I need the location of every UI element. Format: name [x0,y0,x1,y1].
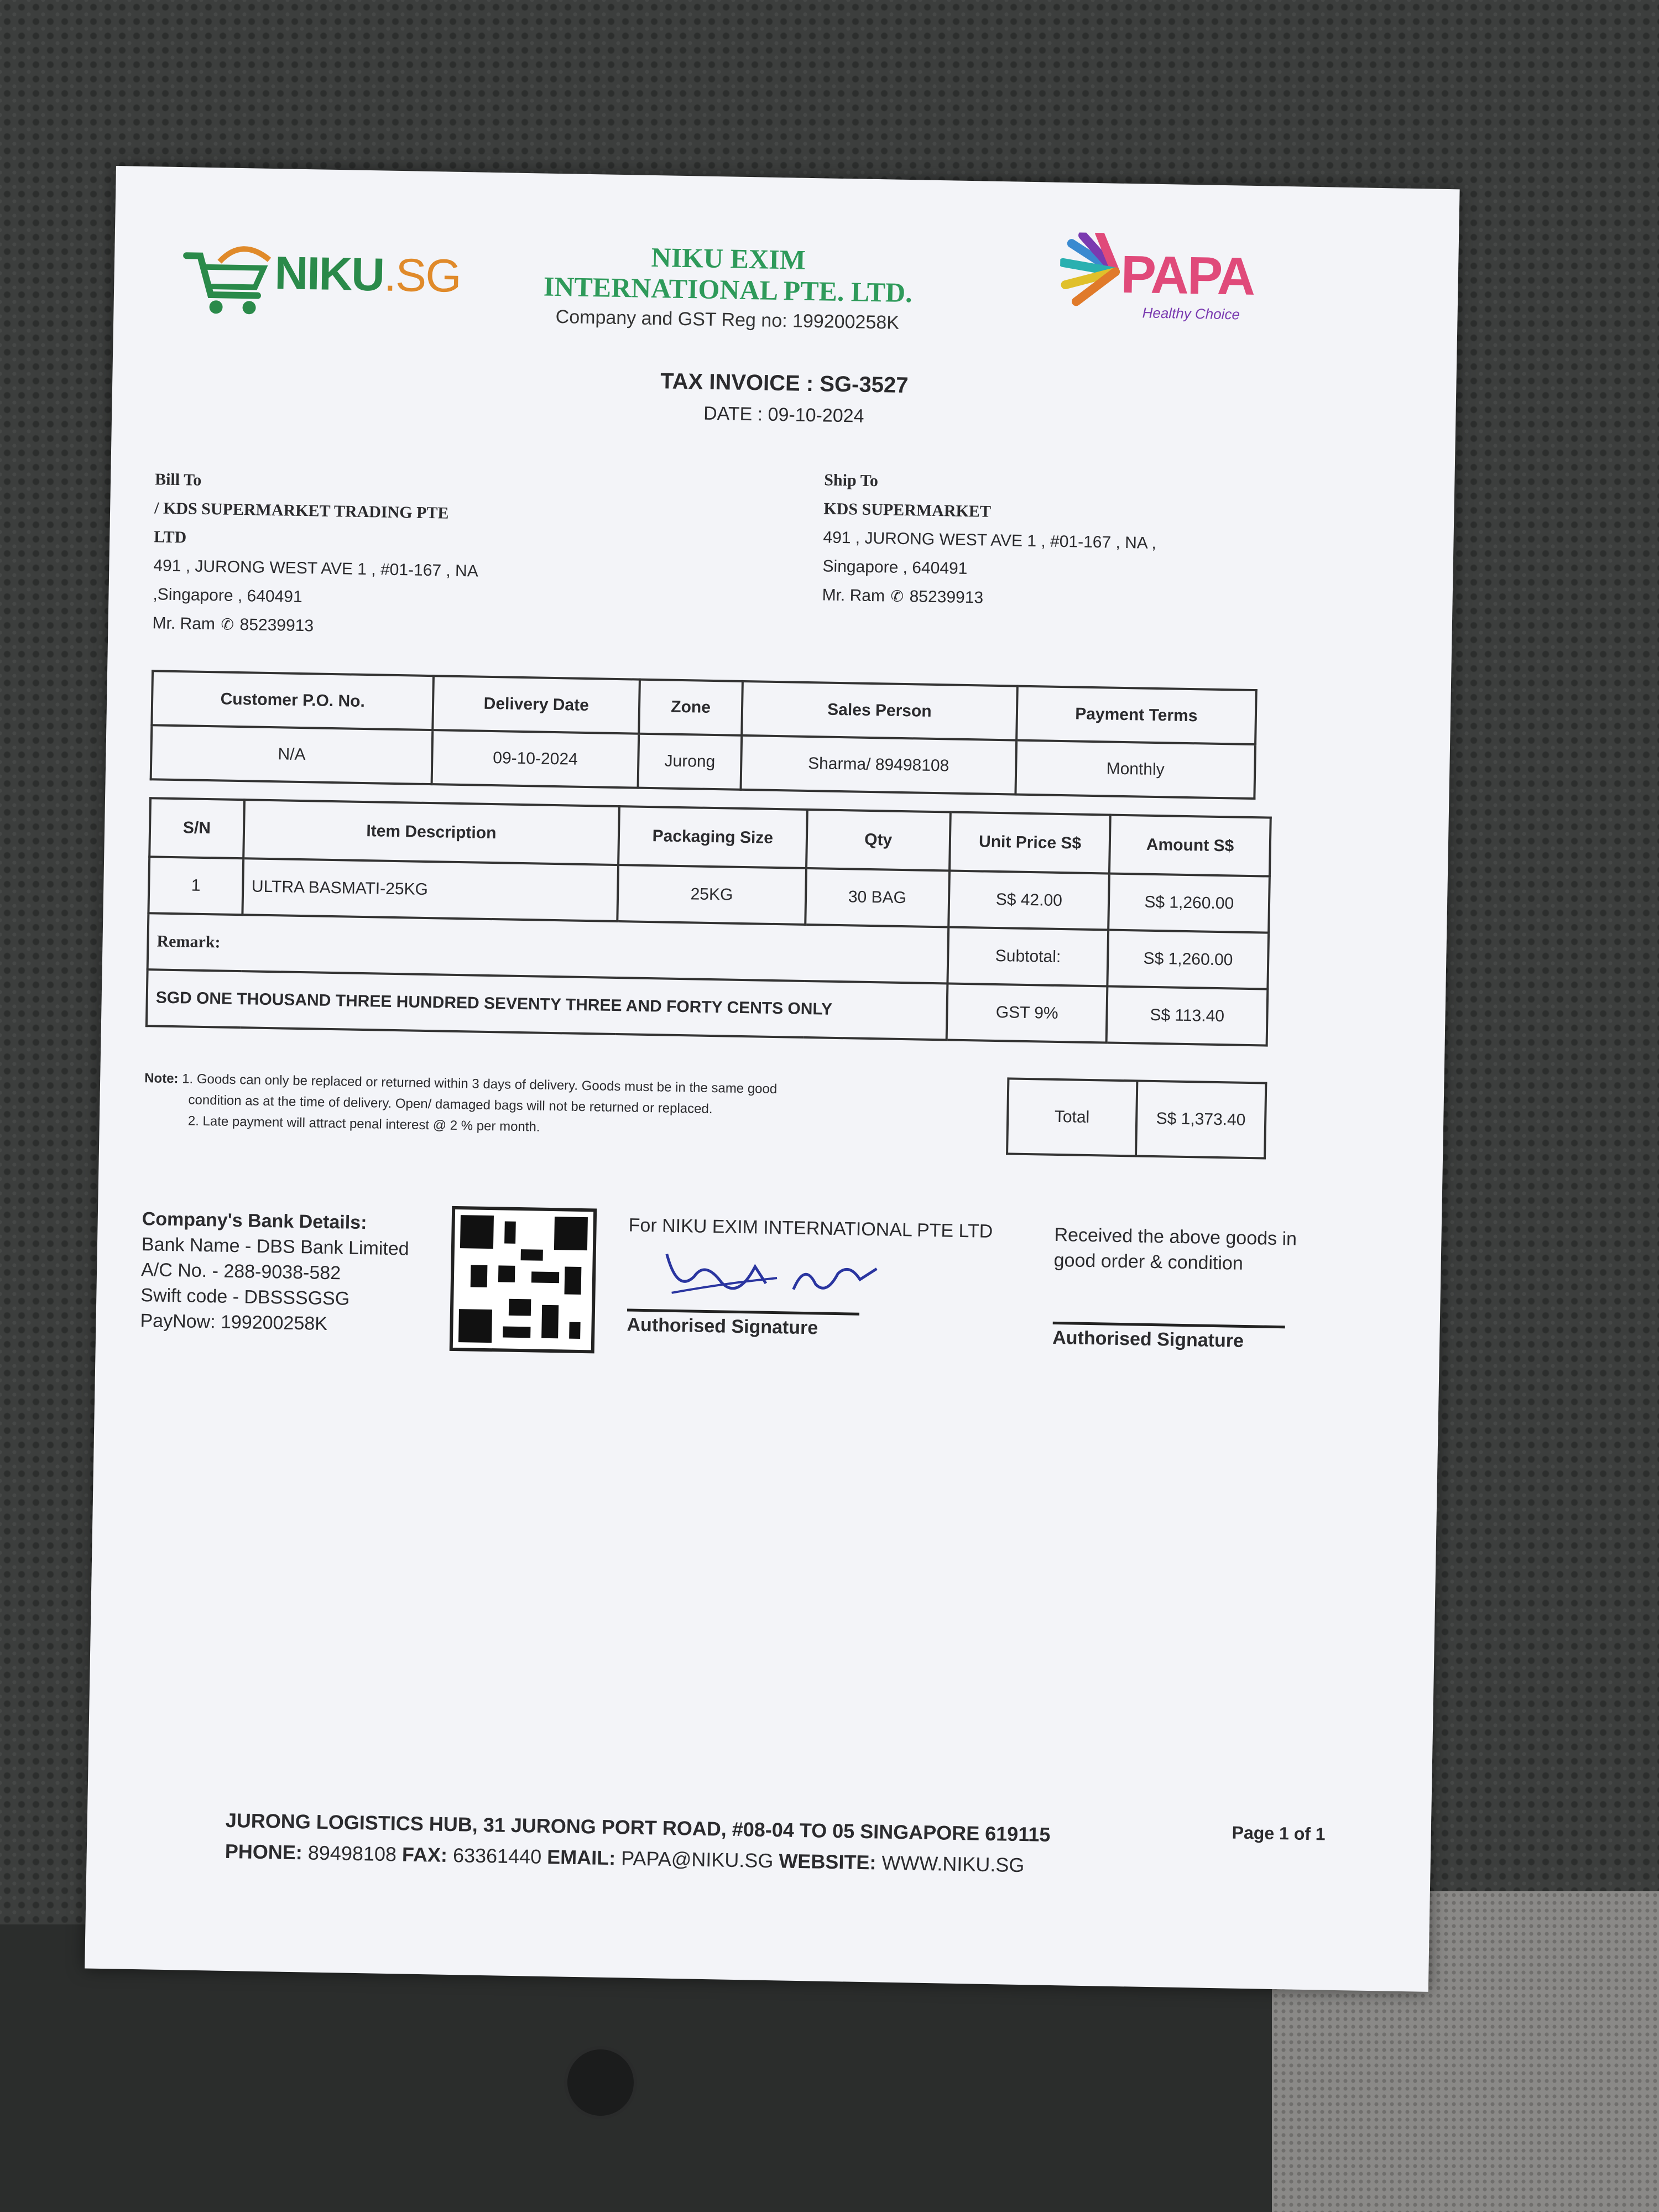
header-sales-person: Sales Person [742,681,1017,740]
bill-to-block [152,465,542,644]
for-company-label: For NIKU EXIM INTERNATIONAL PTE LTD [628,1214,993,1242]
header-delivery-date: Delivery Date [432,676,640,733]
bank-swift: Swift code - DBSSSGSG [140,1285,350,1310]
invoice-paper [85,166,1460,1992]
subtotal-label: Subtotal: [947,927,1108,986]
handwritten-signature [660,1243,894,1317]
ship-to-contact: Mr. Ram [822,586,885,606]
bank-account: A/C No. - 288-9038-582 [140,1259,341,1284]
note-text-1: 1. Goods can only be replaced or returned within 3 days of delivery. Goods must be in the same good [181,1071,778,1097]
logo-left-name: NIKU [274,247,384,301]
company-name-line2: INTERNATIONAL PTE. LTD. [543,270,913,309]
remark-label: Remark: [148,913,949,983]
notes-block [144,1068,919,1144]
bill-to-label: Bill To [154,470,202,489]
amount-in-words: SGD ONE THOUSAND THREE HUNDRED SEVENTY THREE AND FORTY CENTS ONLY [147,969,948,1040]
header-qty: Qty [806,810,951,871]
note-text-1b: condition as at the time of delivery. Open/ damaged bags will not be returned or replaced. [188,1092,713,1117]
order-info-table [150,670,1258,800]
total-row [1007,1078,1266,1158]
subtotal-value: S$ 1,260.00 [1108,930,1269,989]
paynow-qr-code [450,1206,597,1354]
bank-title: Company's Bank Details: [142,1208,367,1234]
ship-to-name: KDS SUPERMARKET [823,499,992,521]
bill-to-name-line2: LTD [154,528,187,547]
page-number: Page 1 of 1 [1232,1822,1326,1844]
bank-paynow: PayNow: 199200258K [140,1310,328,1334]
invoice-date: DATE : 09-10-2024 [703,403,864,427]
footer-fax-label: FAX: [401,1843,448,1866]
footer-email-label: EMAIL: [546,1845,616,1870]
ship-to-address-line1: 491 , JURONG WEST AVE 1 , #01-167 , NA , [823,528,1157,552]
total-table [1006,1077,1267,1159]
gst-value: S$ 113.40 [1107,987,1267,1046]
footer-website: WWW.NIKU.SG [881,1851,1025,1877]
footer-email: PAPA@NIKU.SG [620,1846,774,1872]
received-text: Received the above goods in good order & condition [1053,1224,1297,1274]
footer-phone: 89498108 [307,1841,397,1866]
value-zone: Jurong [638,734,742,790]
gst-label: GST 9% [947,983,1108,1042]
header-amount: Amount S$ [1109,815,1270,877]
bill-to-contact: Mr. Ram [152,614,216,634]
logo-right-tagline: Healthy Choice [1142,304,1240,323]
company-name [501,239,956,309]
footer [225,1805,1166,1884]
bill-to-contact-row [152,609,540,644]
footer-phone-label: PHONE: [225,1839,303,1864]
niku-logo [180,239,461,327]
authorised-signature-1: Authorised Signature [627,1314,818,1339]
logo-left-suffix: .SG [383,248,461,302]
cell-packaging-size: 25KG [617,865,806,925]
cell-unit-price: S$ 42.00 [948,870,1109,930]
header-zone: Zone [639,680,743,735]
bank-name: Bank Name - DBS Bank Limited [141,1234,409,1260]
header-payment-terms: Payment Terms [1016,686,1256,745]
phone-icon: ✆ [221,615,234,633]
header-packaging-size: Packaging Size [618,806,807,868]
cell-qty: 30 BAG [805,868,950,927]
ship-to-block [822,466,1266,617]
flower-icon [1060,232,1127,311]
value-sales-person: Sharma/ 89498108 [740,735,1016,795]
bill-to-address-line2: ,Singapore , 640491 [153,585,302,606]
papa-logo [1059,232,1271,341]
screw-head [564,2046,637,2119]
footer-website-label: WEBSITE: [779,1849,877,1874]
bill-to-address-line1: 491 , JURONG WEST AVE 1 , #01-167 , NA [153,556,479,581]
value-payment-terms: Monthly [1015,740,1255,799]
phone-icon: ✆ [890,587,904,605]
authorised-signature-2: Authorised Signature [1052,1327,1244,1352]
invoice-title: TAX INVOICE : SG-3527 [660,369,909,398]
company-reg: Company and GST Reg no: 199200258K [555,306,900,333]
ship-to-label: Ship To [823,471,879,491]
cell-amount: S$ 1,260.00 [1109,874,1270,933]
ship-to-phone: 85239913 [909,587,984,607]
total-value: S$ 1,373.40 [1136,1081,1266,1158]
cell-item-description: ULTRA BASMATI-25KG [242,858,618,921]
header-unit-price: Unit Price S$ [950,812,1110,874]
logo-right-name: PAPA [1120,244,1255,306]
items-table [145,797,1272,1046]
header-sn: S/N [149,798,244,858]
value-delivery-date: 09-10-2024 [432,730,639,787]
bill-to-phone: 85239913 [239,615,314,635]
company-name-line1: NIKU EXIM [651,241,806,275]
total-label: Total [1007,1078,1137,1156]
footer-fax: 63361440 [452,1844,542,1868]
ship-to-address-line2: Singapore , 640491 [822,557,968,578]
cell-sn: 1 [148,857,243,915]
shopping-cart-icon [180,239,275,324]
note-text-2: 2. Late payment will attract penal interest @ 2 % per month. [187,1113,540,1135]
bank-details [140,1206,430,1338]
bill-to-name-line1: / KDS SUPERMARKET TRADING PTE [154,499,449,523]
header-customer-po: Customer P.O. No. [152,671,434,730]
header-item-description: Item Description [243,800,619,865]
note-label: Note: [144,1071,179,1087]
footer-address: JURONG LOGISTICS HUB, 31 JURONG PORT ROAD, #08-04 TO 05 SINGAPORE 619115 [225,1808,1051,1846]
value-customer-po: N/A [151,725,433,784]
